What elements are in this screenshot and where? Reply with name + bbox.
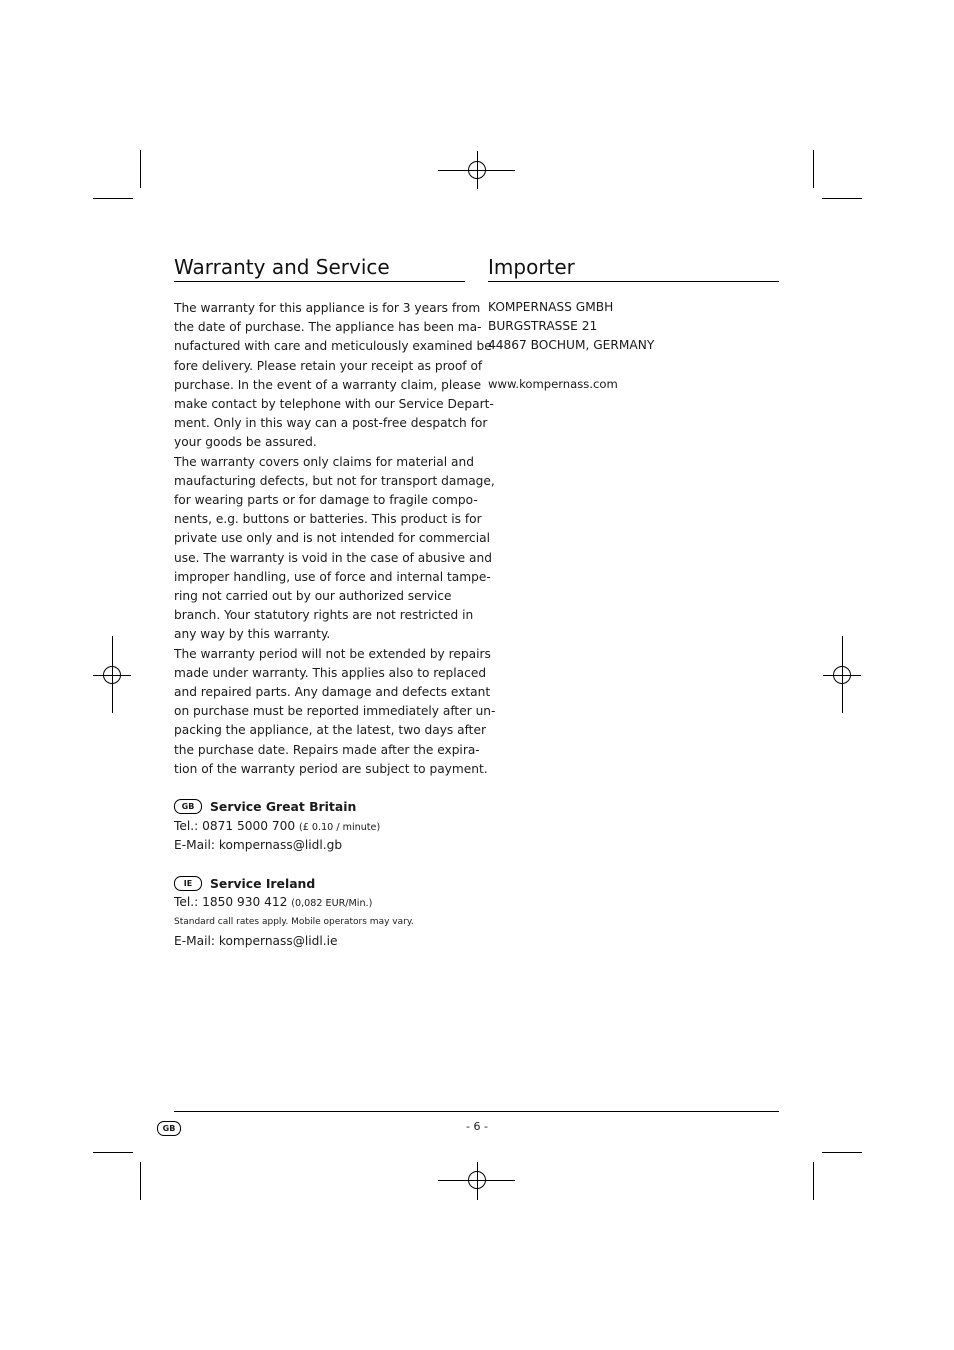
service-ie-title: Service Ireland [210,876,316,891]
crop-mark [140,150,141,188]
ie-flag-badge: IE [174,876,202,891]
warranty-text-line: any way by this warranty. [174,627,331,642]
website-link[interactable]: www.kompernass.com [488,377,618,391]
service-gb-heading [174,799,356,814]
warranty-text-line: private use only and is not intended for commercial [174,531,490,546]
warranty-text-line: the purchase date. Repairs made after the expira- [174,742,480,757]
call-rate-note: Standard call rates apply. Mobile operators may vary. [174,917,414,927]
crop-mark [813,150,814,188]
warranty-text-line: The warranty for this appliance is for 3 years from [174,301,481,315]
warranty-text-line: improper handling, use of force and internal tampe- [174,569,491,584]
warranty-text-line: make contact by telephone with our Service Depart- [174,397,494,411]
warranty-text-line: nufactured with care and meticulously examined be- [174,339,497,354]
warranty-text-line: The warranty period will not be extended by repairs [174,646,491,661]
warranty-text-line: on purchase must be reported immediately after un- [174,704,496,719]
tel-number: Tel.: 1850 930 412 [174,895,288,909]
address-line: BURGSTRASSE 21 [488,319,598,333]
warranty-text-line: maufacturing defects, but not for transport damage, [174,473,495,488]
footer-rule [174,1111,779,1112]
warranty-text-line: tion of the warranty period are subject to payment. [174,761,488,776]
gb-flag-badge: GB [174,799,202,814]
address-line: 44867 BOCHUM, GERMANY [488,338,655,352]
tel-rate: (£ 0.10 / minute) [299,822,381,833]
warranty-text-line: The warranty covers only claims for material and [174,454,474,469]
warranty-text-line: the date of purchase. The appliance has been ma- [174,320,482,335]
warranty-heading: Warranty and Service [174,255,390,279]
warranty-text-line: ring not carried out by our authorized service [174,589,452,603]
warranty-text-line: your goods be assured. [174,435,317,450]
warranty-text-line: ment. Only in this way can a post-free despatch for [174,416,488,431]
warranty-text-line: packing the appliance, at the latest, two days after [174,723,486,738]
warranty-text-line: for wearing parts or for damage to fragile compo- [174,493,478,507]
crop-mark [822,1152,862,1153]
service-ie-email: E-Mail: kompernass@lidl.ie [174,934,338,948]
service-ie-tel [174,895,372,909]
crop-mark [813,1162,814,1200]
tel-rate: (0,082 EUR/Min.) [291,898,373,909]
heading-rule [488,281,779,282]
importer-heading: Importer [488,255,575,279]
warranty-text-line: branch. Your statutory rights are not restricted in [174,608,474,623]
service-gb-email: E-Mail: kompernass@lidl.gb [174,838,343,852]
tel-number: Tel.: 0871 5000 700 [174,819,296,833]
crop-mark [140,1162,141,1200]
warranty-text-line: made under warranty. This applies also to replaced [174,665,487,680]
crop-mark [822,198,862,199]
warranty-text-line: purchase. In the event of a warranty claim, please [174,377,482,392]
warranty-text-line: fore delivery. Please retain your receipt as proof of [174,358,483,373]
heading-rule [174,281,465,282]
service-gb-tel [174,819,380,833]
address-line: KOMPERNASS GMBH [488,300,614,314]
service-gb-title: Service Great Britain [210,799,357,814]
warranty-text-line: and repaired parts. Any damage and defects extant [174,685,491,699]
warranty-text-line: nents, e.g. buttons or batteries. This product is for [174,512,482,527]
warranty-text-line: use. The warranty is void in the case of abusive and [174,550,492,565]
footer-gb-flag-badge: GB [157,1121,181,1136]
service-ie-heading [174,876,315,891]
crop-mark [93,198,133,199]
page-number: - 6 - [466,1120,488,1133]
crop-mark [93,1152,133,1153]
